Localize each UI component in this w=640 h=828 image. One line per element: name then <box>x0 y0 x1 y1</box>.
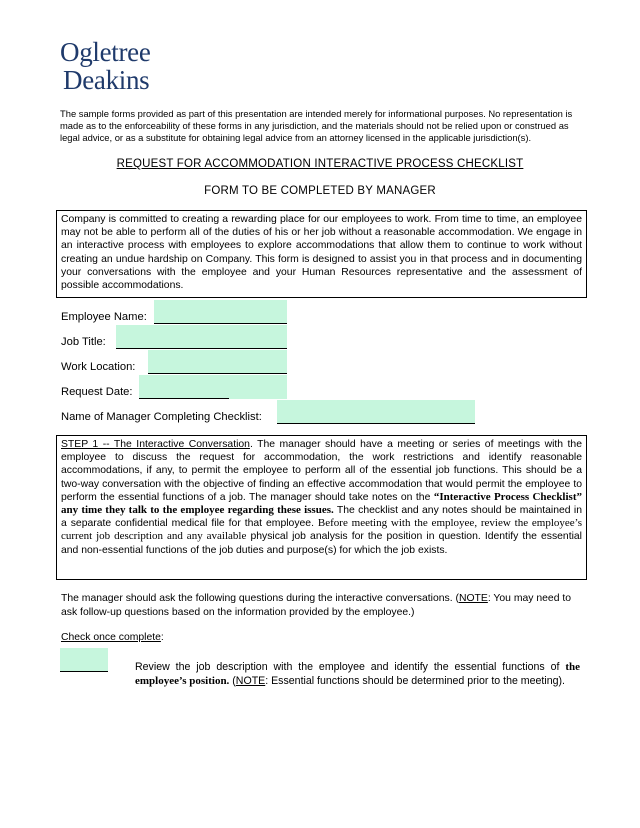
check-header <box>61 632 164 643</box>
job-title-field[interactable] <box>116 325 287 349</box>
manager-name-underline <box>277 423 475 424</box>
page-subtitle: FORM TO BE COMPLETED BY MANAGER <box>204 185 436 197</box>
questions-text-2: : You may need to ask follow-up questions based on the information provided by the employee.) <box>61 593 572 618</box>
request-date-field[interactable] <box>139 375 287 399</box>
questions-paragraph <box>61 592 584 619</box>
step1-text-2: The checklist and any notes should be maintained in a separate confidential medical file for that employee. <box>61 505 582 530</box>
work-location-underline <box>148 373 287 374</box>
page-title: REQUEST FOR ACCOMMODATION INTERACTIVE PROCESS CHECKLIST <box>116 158 524 170</box>
work-location-label: Work Location: <box>61 361 136 373</box>
request-date-underline <box>139 398 229 399</box>
work-location-field[interactable] <box>148 350 287 374</box>
questions-text-1: The manager should ask the following questions during the interactive conversations. ( <box>61 593 459 604</box>
step1-heading: STEP 1 -- The Interactive Conversation <box>61 439 250 450</box>
item1-note: NOTE <box>235 675 266 687</box>
item1-text-1: Review the job description with the employee and identify the essential functions of <box>135 661 566 673</box>
disclaimer-text: The sample forms provided as part of this presentation are intended merely for informational purposes. No representation is made as to the enforceability of these forms in any jurisdiction, and the materials should not be relied upon or construed as legal advice, or as a substitute for obtaining legal advice from an attorney licensed in the applicable jurisdiction(s). <box>60 108 573 143</box>
intro-box: Company is committed to creating a rewarding place for our employees to work. From time to time, an employee may not be able to perform all of the duties of his or her job without a reasonable accommodation. We engage in an interactive process with employees to explore accommodations that allow them to continue to work without creating an undue hardship on Company. This form is designed to assist you in that process and in documenting your conversations with the employee and your Human Resources representative and the assessment of possible accommodations. <box>56 210 587 298</box>
item1-text-2: ( <box>229 675 236 687</box>
employee-name-field[interactable] <box>154 300 287 324</box>
check-header-label: Check once complete <box>61 632 161 643</box>
check-item-1-text <box>135 660 580 688</box>
step1-text-3: physical job analysis for the position in question. Identify the essential and non-essential functions of the job duties and purpose(s) for which the job exists. <box>61 531 582 556</box>
logo-line-1: Ogletree <box>60 37 151 67</box>
item1-text-3: : Essential functions should be determined prior to the meeting). <box>265 675 565 687</box>
job-title-underline <box>116 348 287 349</box>
manager-name-label: Name of Manager Completing Checklist: <box>61 411 262 423</box>
step1-bold-text: “Interactive Process Checklist” any time they talk to the employee regarding these issues. <box>61 490 582 517</box>
step1-serif-text: Before meeting with the employee, review the employee’s current job description and any available <box>61 517 582 543</box>
job-title-label: Job Title: <box>61 336 106 348</box>
company-logo <box>60 38 151 94</box>
manager-name-field[interactable] <box>277 400 475 424</box>
employee-name-label: Employee Name: <box>61 311 147 323</box>
employee-name-underline <box>154 323 287 324</box>
step1-box <box>56 435 587 580</box>
request-date-label: Request Date: <box>61 386 133 398</box>
step1-text-1: . The manager should have a meeting or series of meetings with the employee to discuss the request for accommodation, the work restrictions and identify reasonable accommodations, if any, to permit the employee to perform all of the essential job functions. This should be a two-way conversation with the objective of finding an effective accommodation that would permit the employee to perform the essential functions of a job. The manager should take notes on the <box>61 439 582 503</box>
logo-line-2: Deakins <box>63 65 150 95</box>
item1-bold-text: the employee’s position. <box>135 661 580 687</box>
questions-note: NOTE <box>458 593 488 604</box>
check-item-1-field[interactable] <box>60 648 108 672</box>
check-header-colon: : <box>160 632 164 643</box>
check-item-1-underline <box>60 671 108 672</box>
